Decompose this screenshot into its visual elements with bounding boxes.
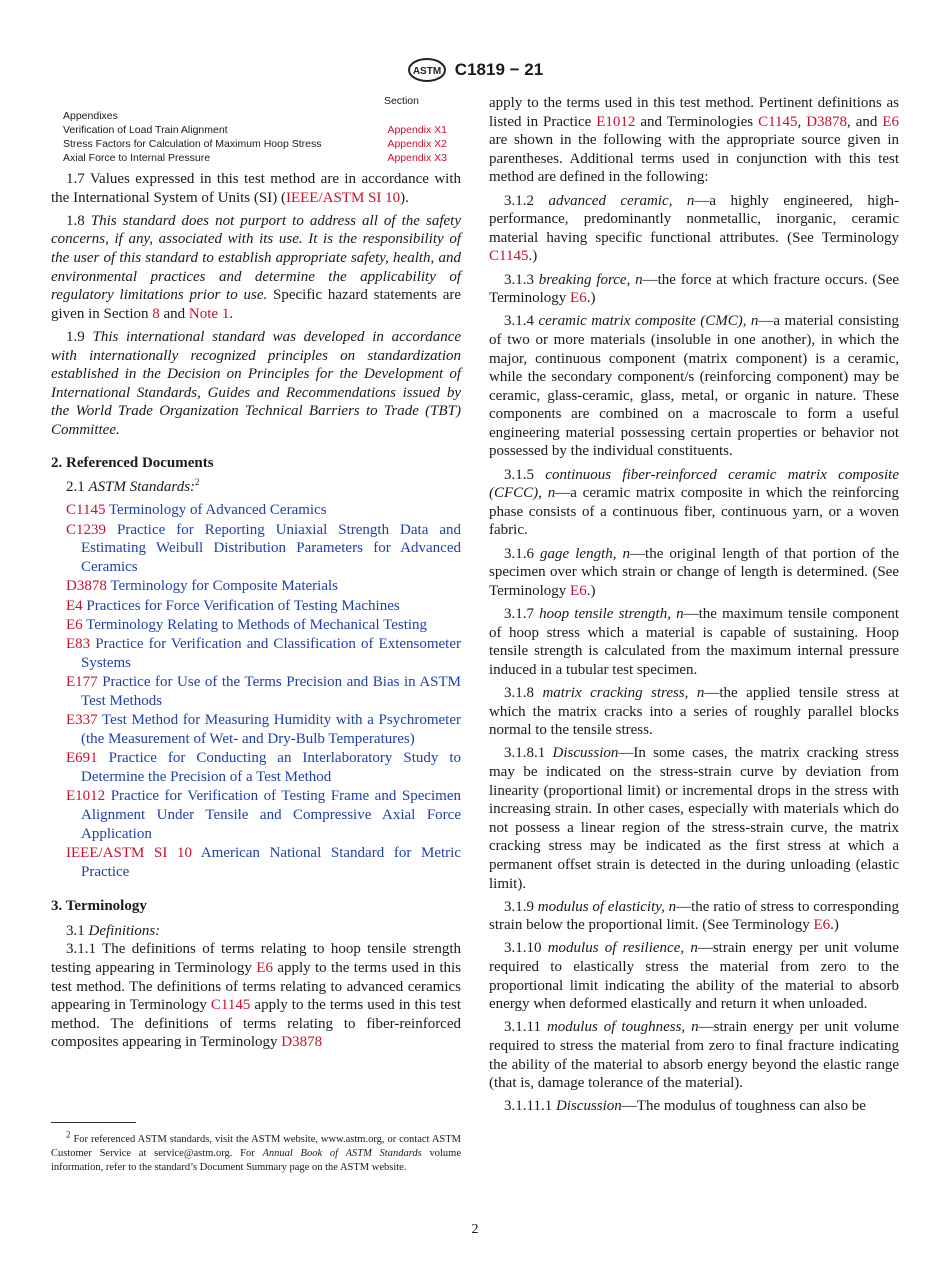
reference-item	[51, 635, 461, 672]
ref-link[interactable]: E6	[882, 113, 899, 130]
document-code: C1819 − 21	[454, 60, 544, 79]
definition-item: 3.1.8 matrix cracking stress, n—the applied tensile stress at which the matrix cracks into a series of roughly parallel blocks normal to the tensile stress.	[489, 684, 900, 739]
definition-item: 3.1.6 gage length, n—the original length of that portion of the specimen over which strain or change of length is determined. (See Terminology E6.)	[489, 545, 899, 599]
definition-term: modulus of resilience, n	[547, 940, 698, 957]
ref-link[interactable]: C1145	[210, 997, 251, 1014]
definition-term: modulus of elasticity, n	[537, 898, 677, 915]
ref-link[interactable]: C1145	[489, 248, 529, 265]
reference-item	[51, 787, 461, 843]
ref-link[interactable]: E1012	[596, 113, 636, 130]
reference-title-link[interactable]: Test Method for Measuring Humidity with a Psychrometer (the Measurement of Wet- and Dry-Bulb Temperatures)	[81, 712, 461, 747]
definition-term: hoop tensile strength, n	[539, 606, 684, 622]
reference-code-link[interactable]: D3878	[66, 578, 107, 595]
definition-term: matrix cracking stress, n	[542, 684, 705, 701]
appendix-row: Stress Factors for Calculation of Maximum Hoop Stress Appendix X2	[63, 138, 447, 150]
svg-text:ASTM: ASTM	[412, 66, 441, 77]
reference-title-link[interactable]: Terminology for Composite Materials	[106, 578, 338, 595]
appendix-row: Verification of Load Train Alignment Appendix X1	[63, 124, 447, 136]
reference-title-link[interactable]: Practice for Use of the Terms Precision and Bias in ASTM Test Methods	[81, 674, 461, 709]
reference-title-link[interactable]: American National Standard for Metric Practice	[81, 844, 461, 880]
page-header	[0, 58, 950, 84]
right-column	[489, 94, 899, 1121]
reference-title-link[interactable]: Practice for Reporting Uniaxial Strength Data and Estimating Weibull Distribution Parameters for Advanced Ceramics	[81, 521, 461, 575]
reference-list	[51, 501, 461, 881]
reference-item	[51, 844, 461, 881]
reference-title-link[interactable]: Practice for Verification and Classification of Extensometer Systems	[81, 636, 461, 672]
definition-item: 3.1.3 breaking force, n—the force at which fracture occurs. (See Terminology E6.)	[489, 271, 900, 307]
page-number: 2	[471, 1222, 479, 1237]
reference-code-link[interactable]: IEEE/ASTM SI 10	[66, 844, 192, 861]
reference-code-link[interactable]: E337	[66, 712, 98, 729]
reference-item	[51, 711, 461, 748]
definition-term: continuous fiber-reinforced ceramic matrix composite (CFCC), n	[489, 466, 899, 502]
para-1-9: 1.9 This international standard was developed in accordance with internationally recognized principles on standardization established in the Decision on Principles for the Development of International Standards, Guides and Recommendations issued by the World Trade Organization Technical Barriers to Trade (TBT) Committee.	[51, 328, 462, 438]
reference-item	[51, 597, 461, 616]
reference-title-link[interactable]: Terminology Relating to Methods of Mechanical Testing	[82, 617, 428, 634]
reference-title-link[interactable]: Practice for Conducting an Interlaboratory Study to Determine the Precision of a Test Method	[81, 750, 461, 785]
reference-item	[51, 521, 461, 577]
reference-item	[51, 577, 461, 596]
ref-link[interactable]: D3878	[281, 1034, 323, 1051]
reference-code-link[interactable]: E691	[66, 750, 98, 767]
discussion-3-1-8-1: 3.1.8.1 Discussion—In some cases, the matrix cracking stress may be indicated on the stress-strain curve by deviation from linearity (proportional limit) or incremental drops in the stress with increasing strain. In other cases, especially with materials which do not possess a linear region of the stress-strain curve, the matrix cracking stress may be indicated as the first stress at which a permanent offset strain is detected in the during unloading (elastic limit).	[489, 745, 899, 892]
definition-item: 3.1.5 continuous fiber-reinforced ceramic matrix composite (CFCC), n—a ceramic matrix composite in which the reinforcing phase consists of a continuous fiber, continuous yarn, or a woven fabric.	[489, 466, 899, 539]
definition-item: 3.1.10 modulus of resilience, n—strain energy per unit volume required to elastically stress the material from zero to the proportional limit indicating the ability of the material to absorb energy when deformed elastically and return it when unloaded.	[489, 940, 899, 1013]
para-3-1-1: 3.1.1 The definitions of terms relating to hoop tensile strength testing appearing in Terminology E6 apply to the terms used in this test method. The definitions of terms relating to advanced ceramics appearing in Terminology C1145 apply to the terms used in this test method. The definitions of terms relating to fiber-reinforced composites appearing in Terminology D3878	[51, 941, 461, 1051]
reference-code-link[interactable]: C1239	[66, 521, 107, 538]
ref-link[interactable]: 8	[152, 305, 160, 322]
appendix-row: Axial Force to Internal Pressure Appendix X3	[63, 152, 447, 164]
para-2-1: 2.1 ASTM Standards:$^2$	[66, 477, 200, 496]
definition-term: gage length, n	[540, 545, 631, 562]
ref-link[interactable]: E6	[256, 959, 273, 976]
ref-link[interactable]: E6	[813, 917, 831, 934]
reference-code-link[interactable]: E4	[66, 597, 83, 614]
definitions-list	[489, 192, 899, 740]
definition-item: 3.1.2 advanced ceramic, n—a highly engineered, high-performance, predominantly nonmetallic, inorganic, ceramic material having specific functional attributes. (See Terminology C1145.)	[489, 192, 899, 265]
section-3-title: 3. Terminology	[51, 898, 147, 915]
discussion-3-1-11-1: 3.1.11.1 Discussion—The modulus of toughness can also be	[504, 1098, 866, 1115]
footnote: $^2$ For referenced ASTM standards, visit the ASTM website, www.astm.org, or contact ASTM Customer Service at service@astm.org. For Annual Book of ASTM Standards volume information, refer to the standard’s Document Summary page on the ASTM website.	[51, 1129, 461, 1173]
para-1-7: 1.7 Values expressed in this test method are in accordance with the International System of Units (SI) (IEEE/ASTM SI 10).	[51, 171, 461, 206]
appendix-link[interactable]: Appendix X3	[387, 152, 447, 164]
appendix-link[interactable]: Appendix X2	[387, 138, 447, 150]
ref-link[interactable]: E6	[570, 582, 587, 599]
ref-link[interactable]: C1145	[758, 113, 798, 130]
definition-item: 3.1.9 modulus of elasticity, n—the ratio of stress to corresponding strain below the proportional limit. (See Terminology E6.)	[489, 898, 900, 934]
appendix-table	[63, 94, 461, 165]
reference-title-link[interactable]: Practices for Force Verification of Testing Machines	[82, 597, 400, 614]
section-2-title: 2. Referenced Documents	[51, 454, 214, 471]
definitions-list	[489, 898, 899, 1093]
reference-code-link[interactable]: E6	[66, 617, 83, 634]
reference-item	[51, 501, 461, 520]
reference-item	[51, 673, 461, 710]
para-3-1-1-continued: apply to the terms used in this test method. Pertinent definitions as listed in Practice E1012 and Terminologies C1145, D3878, and E6 are shown in the following with the appropriate source given in parentheses. Additional terms used in conjunction with this test method are defined in the following:	[489, 95, 899, 186]
reference-title-link[interactable]: Terminology of Advanced Ceramics	[105, 502, 327, 519]
reference-code-link[interactable]: E177	[66, 674, 98, 691]
definition-item: 3.1.7 hoop tensile strength, n—the maximum tensile component of hoop stress which a material is capable of sustaining. Hoop tensile strength is calculated from the maximum internal pressure induced in a tubular test specimen.	[489, 606, 899, 678]
definition-term: advanced ceramic, n	[548, 192, 695, 209]
reference-item	[51, 749, 461, 786]
definition-item: 3.1.4 ceramic matrix composite (CMC), n—a material consisting of two or more materials (insoluble in one another), in which the major, continuous component (matrix component) is a ceramic, while the secondary component/s (reinforcing component) may be ceramic, glass-ceramic, glass, metal, or organic in nature. These components are combined on a macroscale to form a useful engineering material possessing certain properties or behavior not possessed by the individual constituents.	[489, 313, 899, 460]
definition-item: 3.1.11 modulus of toughness, n—strain energy per unit volume required to stress the material from zero to final fracture indicating the ability of the material to absorb energy beyond the elastic range (that is, damage tolerance of the material).	[489, 1019, 899, 1092]
definition-term: modulus of toughness, n	[546, 1019, 699, 1036]
appendix-link[interactable]: Appendix X1	[387, 124, 447, 136]
definition-term: ceramic matrix composite (CMC), n	[538, 313, 759, 330]
para-1-8: 1.8 This standard does not purport to address all of the safety concerns, if any, associated with its use. It is the responsibility of the user of this standard to establish appropriate safety, health, and environmental practices and determine the applicability of regulatory limitations prior to use. Specific hazard statements are given in Section 8 and Note 1.	[51, 212, 461, 322]
appendix-col-header: Section	[383, 95, 419, 107]
definition-term: breaking force, n	[538, 271, 643, 288]
reference-code-link[interactable]: E1012	[66, 788, 106, 805]
reference-item	[51, 616, 461, 635]
ref-link[interactable]: Note 1	[188, 305, 230, 322]
reference-code-link[interactable]: C1145	[66, 502, 106, 519]
para-3-1: 3.1 Definitions:	[66, 922, 161, 939]
ref-link[interactable]: IEEE/ASTM SI 10	[285, 189, 401, 206]
footnote-divider	[51, 1122, 136, 1123]
ref-link[interactable]: E6	[570, 290, 587, 307]
left-column	[51, 94, 461, 1052]
reference-title-link[interactable]: Practice for Verification of Testing Frame and Specimen Alignment Under Tensile and Compressive Axial Force Application	[81, 788, 461, 842]
appendix-label: Appendixes	[63, 110, 118, 122]
astm-logo	[407, 58, 447, 82]
ref-link[interactable]: D3878	[806, 113, 848, 130]
reference-code-link[interactable]: E83	[66, 636, 91, 653]
